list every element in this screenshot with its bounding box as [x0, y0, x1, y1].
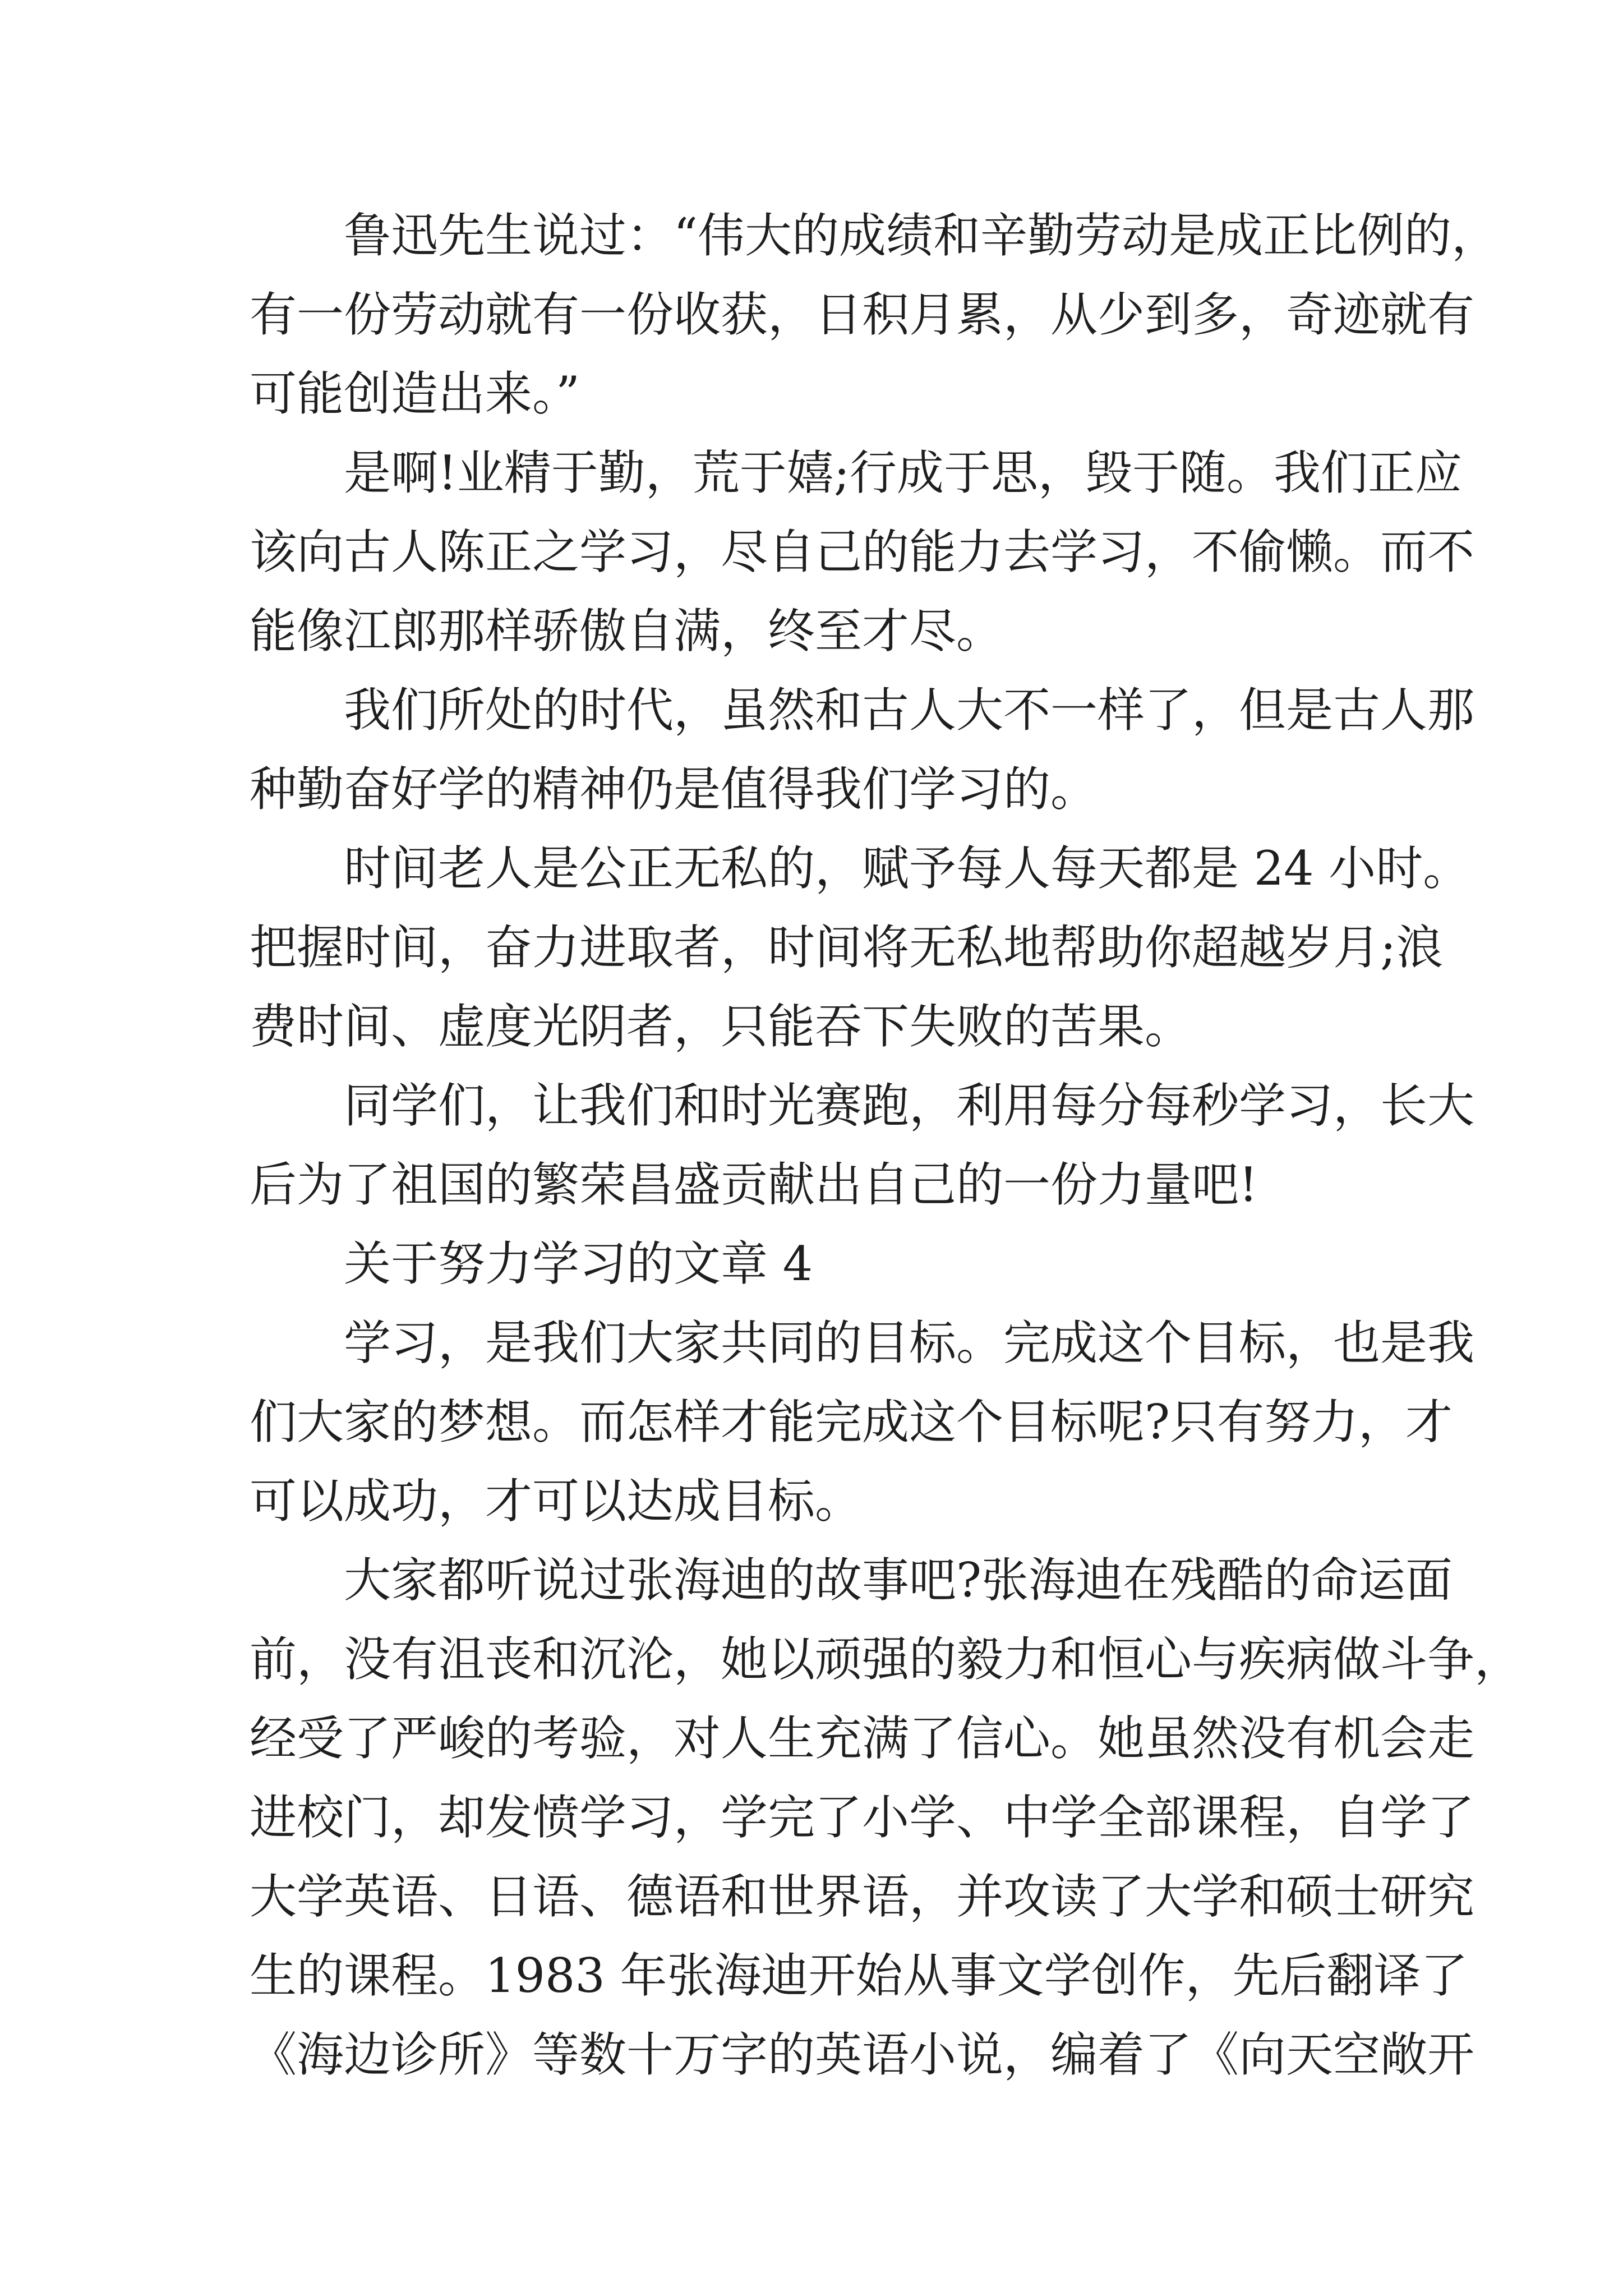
text-line: 是啊!业精于勤，荒于嬉;行成于思，毁于随。我们正应 — [344, 445, 1463, 500]
text-line: 我们所处的时代，虽然和古人大不一样了，但是古人那 — [344, 683, 1475, 738]
text-line: 该向古人陈正之学习，尽自己的能力去学习，不偷懒。而不 — [250, 524, 1475, 579]
document-body — [250, 196, 1522, 2095]
text-line: 时间老人是公正无私的，赋予每人每天都是 24 小时。 — [344, 841, 1470, 896]
text-line: 有一份劳动就有一份收获，日积月累，从少到多，奇迹就有 — [250, 287, 1475, 342]
text-line: 们大家的梦想。而怎样才能完成这个目标呢?只有努力，才 — [250, 1395, 1453, 1450]
text-line: 同学们，让我们和时光赛跑，利用每分每秒学习，长大 — [344, 1078, 1475, 1133]
text-line: 可以成功，才可以达成目标。 — [250, 1474, 863, 1529]
text-line: 后为了祖国的繁荣昌盛贡献出自己的一份力量吧! — [250, 1157, 1258, 1212]
text-line: 《海边诊所》等数十万字的英语小说，编着了《向天空敞开 — [250, 2027, 1475, 2082]
text-line: 大家都听说过张海迪的故事吧?张海迪在残酷的命运面 — [344, 1553, 1453, 1608]
text-line: 学习，是我们大家共同的目标。完成这个目标，也是我 — [344, 1315, 1475, 1370]
text-line: 前，没有沮丧和沉沦，她以顽强的毅力和恒心与疾病做斗争， — [250, 1632, 1522, 1687]
text-line: 生的课程。1983 年张海迪开始从事文学创作，先后翻译了 — [250, 1948, 1468, 2003]
text-line: 大学英语、日语、德语和世界语，并攻读了大学和硕士研究 — [250, 1869, 1475, 1924]
text-line: 鲁迅先生说过：“伟大的成绩和辛勤劳动是成正比例的， — [344, 208, 1498, 263]
text-line: 把握时间，奋力进取者，时间将无私地帮助你超越岁月;浪 — [250, 920, 1444, 975]
text-line: 经受了严峻的考验，对人生充满了信心。她虽然没有机会走 — [250, 1711, 1475, 1766]
text-line: 能像江郎那样骄傲自满，终至才尽。 — [250, 604, 1004, 659]
text-line: 可能创造出来。” — [250, 366, 580, 421]
text-line: 关于努力学习的文章 4 — [344, 1236, 813, 1291]
text-line: 进校门，却发愤学习，学完了小学、中学全部课程，自学了 — [250, 1790, 1475, 1845]
text-line: 费时间、虚度光阴者，只能吞下失败的苦果。 — [250, 999, 1192, 1054]
text-line: 种勤奋好学的精神仍是值得我们学习的。 — [250, 762, 1098, 817]
